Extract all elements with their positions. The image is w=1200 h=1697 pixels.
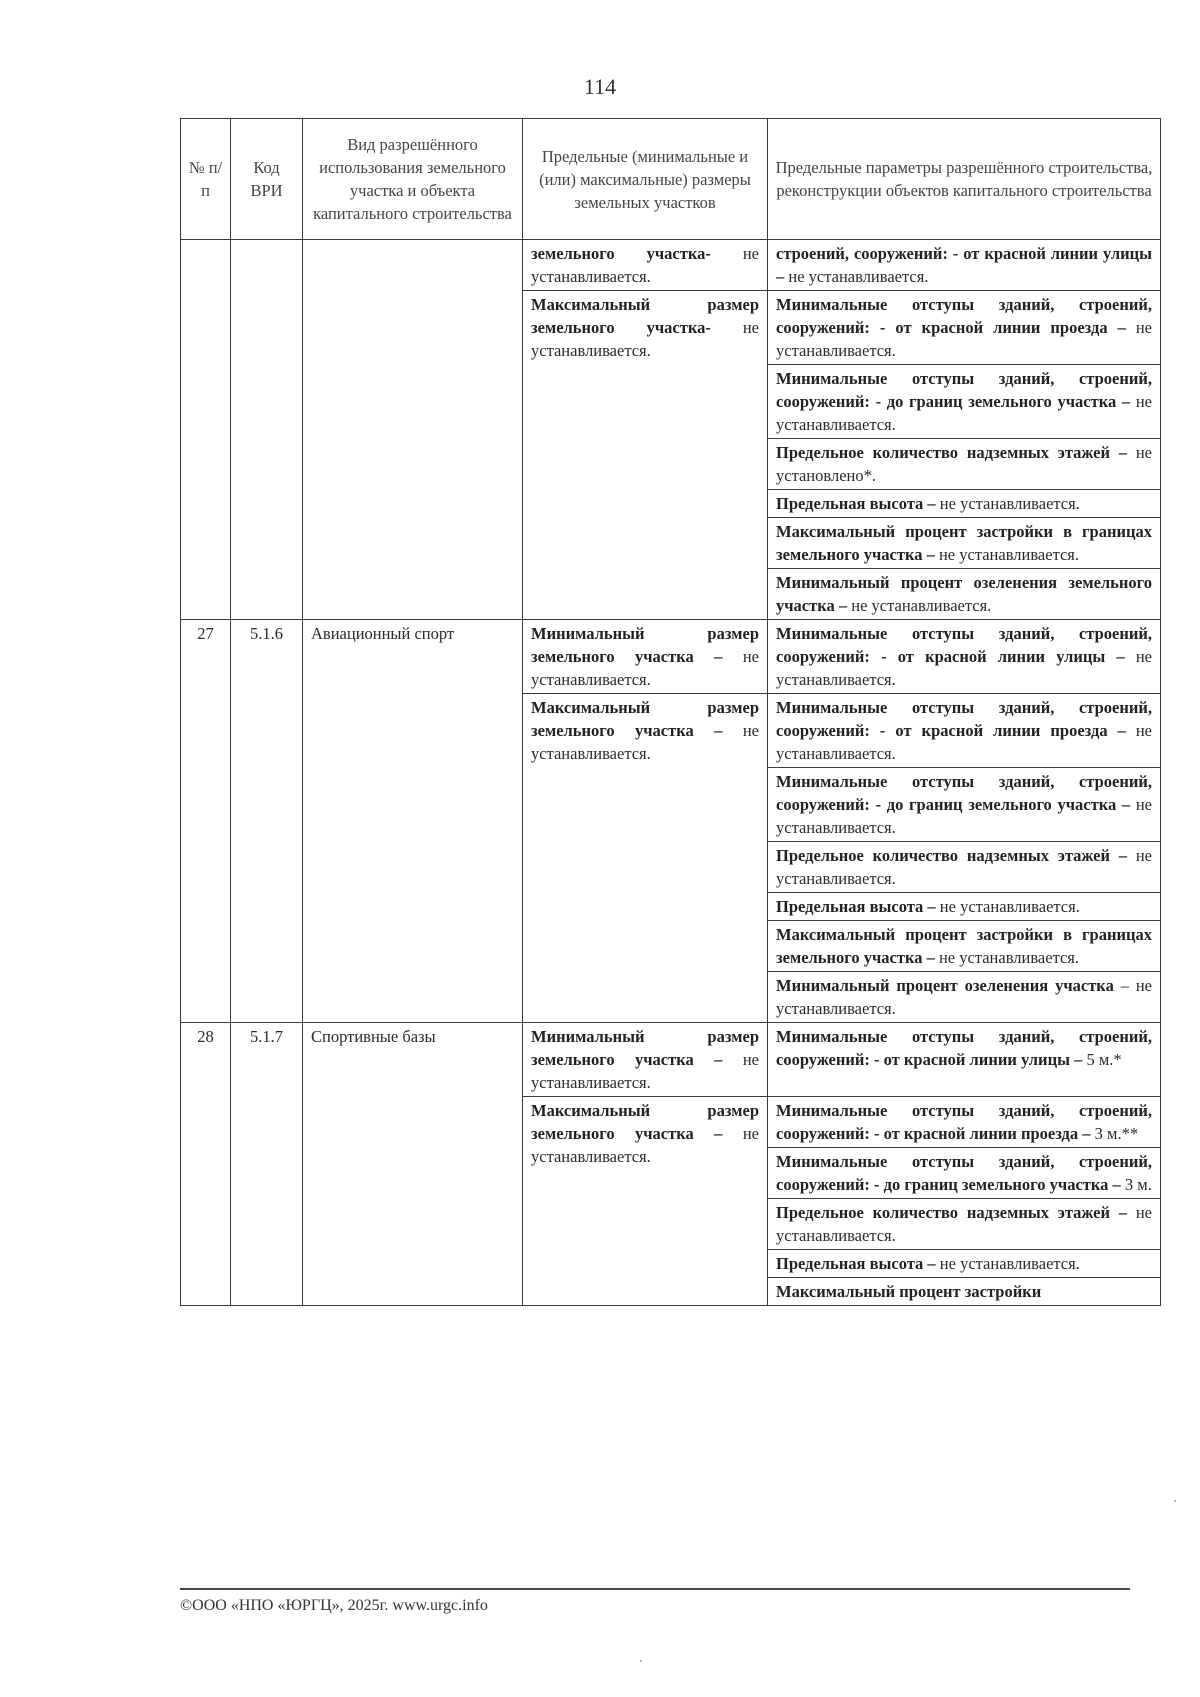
cell-param: Максимальный процент застройки в границах земельного участка – не устанавливается. bbox=[768, 921, 1161, 972]
cell-code bbox=[231, 240, 303, 620]
cell-min-size: Минимальный размер земельного участка – не устанавливается. bbox=[523, 1023, 768, 1097]
cell-param: Минимальные отступы зданий, строений, сооружений: - от красной линии проезда – не устанавливается. bbox=[768, 694, 1161, 768]
cell-max-size: Максимальный размер земельного участка – не устанавливается. bbox=[523, 694, 768, 1023]
page-number: 114 bbox=[583, 74, 617, 99]
table-row-28 bbox=[181, 1023, 1161, 1097]
cell-param: Минимальный процент озеленения земельного участка – не устанавливается. bbox=[768, 569, 1161, 620]
cell-min-size: земельного участка- не устанавливается. bbox=[523, 240, 768, 291]
cell-param: Максимальный процент застройки в границах земельного участка – не устанавливается. bbox=[768, 518, 1161, 569]
cell-param: Предельная высота – не устанавливается. bbox=[768, 1250, 1161, 1278]
cell-num: 28 bbox=[181, 1023, 231, 1306]
header-sizes: Предельные (минимальные и (или) максимальные) размеры земельных участков bbox=[523, 119, 768, 240]
header-vri: Вид разрешённого использования земельного участка и объекта капитального строительства bbox=[303, 119, 523, 240]
table-row bbox=[181, 240, 1161, 291]
cell-param: Максимальный процент застройки bbox=[768, 1278, 1161, 1306]
cell-param: Минимальные отступы зданий, строений, сооружений: - от красной линии улицы – не устанавливается. bbox=[768, 620, 1161, 694]
cell-name: Спортивные базы bbox=[303, 1023, 523, 1306]
cell-max-size: Максимальный размер земельного участка – не устанавливается. bbox=[523, 1097, 768, 1306]
cell-param: Предельная высота – не устанавливается. bbox=[768, 893, 1161, 921]
cell-name bbox=[303, 240, 523, 620]
cell-param: Минимальные отступы зданий, строений, сооружений: - от красной линии проезда – 3 м.** bbox=[768, 1097, 1161, 1148]
zoning-parameters-table bbox=[180, 118, 1161, 1306]
cell-code: 5.1.7 bbox=[231, 1023, 303, 1306]
cell-param: Минимальные отступы зданий, строений, сооружений: - до границ земельного участка – 3 м. bbox=[768, 1148, 1161, 1199]
header-params: Предельные параметры разрешённого строительства, реконструкции объектов капитального строительства bbox=[768, 119, 1161, 240]
footer-divider bbox=[180, 1588, 1130, 1590]
cell-param: Минимальные отступы зданий, строений, сооружений: - до границ земельного участка – не устанавливается. bbox=[768, 365, 1161, 439]
cell-code: 5.1.6 bbox=[231, 620, 303, 1023]
header-num: № п/п bbox=[181, 119, 231, 240]
footer-copyright: ©ООО «НПО «ЮРГЦ», 2025г. www.urgc.info bbox=[180, 1597, 488, 1614]
table-header-row bbox=[181, 119, 1161, 240]
cell-param: Минимальный процент озеленения участка – не устанавливается. bbox=[768, 972, 1161, 1023]
cell-param: Предельное количество надземных этажей – не устанавливается. bbox=[768, 1199, 1161, 1250]
cell-param: Минимальные отступы зданий, строений, сооружений: - от красной линии улицы – 5 м.* bbox=[768, 1023, 1161, 1097]
scan-speck bbox=[640, 1660, 642, 1662]
scan-speck bbox=[1174, 1500, 1176, 1502]
cell-num bbox=[181, 240, 231, 620]
cell-param: Предельное количество надземных этажей – не установлено*. bbox=[768, 439, 1161, 490]
cell-num: 27 bbox=[181, 620, 231, 1023]
cell-name: Авиационный спорт bbox=[303, 620, 523, 1023]
cell-min-size: Минимальный размер земельного участка – не устанавливается. bbox=[523, 620, 768, 694]
header-code: Код ВРИ bbox=[231, 119, 303, 240]
cell-param: Предельное количество надземных этажей – не устанавливается. bbox=[768, 842, 1161, 893]
cell-param: строений, сооружений: - от красной линии улицы – не устанавливается. bbox=[768, 240, 1161, 291]
cell-param: Предельная высота – не устанавливается. bbox=[768, 490, 1161, 518]
cell-param: Минимальные отступы зданий, строений, сооружений: - от красной линии проезда – не устанавливается. bbox=[768, 291, 1161, 365]
cell-param: Минимальные отступы зданий, строений, сооружений: - до границ земельного участка – не устанавливается. bbox=[768, 768, 1161, 842]
cell-max-size: Максимальный размер земельного участка- не устанавливается. bbox=[523, 291, 768, 620]
table-row-27 bbox=[181, 620, 1161, 694]
